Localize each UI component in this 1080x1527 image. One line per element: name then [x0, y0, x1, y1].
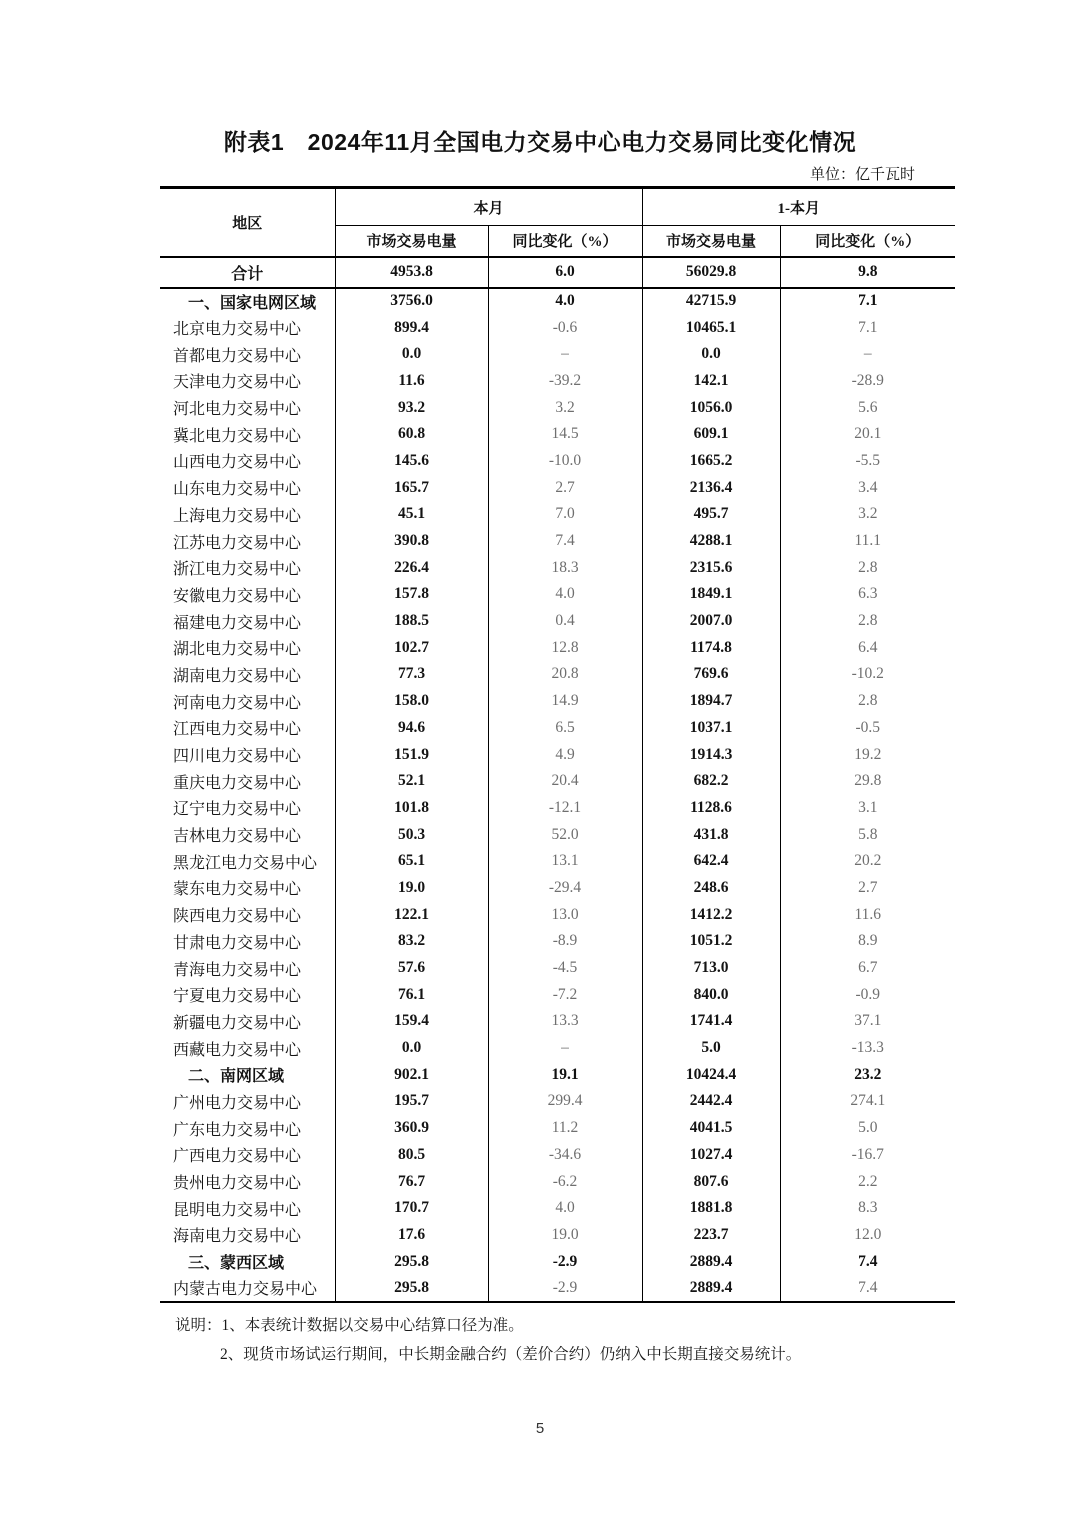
- volume-cell: 151.9: [335, 741, 488, 768]
- change-cell: –: [488, 1035, 642, 1062]
- table-row: [160, 634, 955, 661]
- change-cell: -10.0: [488, 448, 642, 475]
- volume-cell: 295.8: [335, 1248, 488, 1275]
- volume-cell: 609.1: [642, 421, 780, 448]
- table-notes: [160, 1315, 955, 1365]
- region-cell: 西藏电力交易中心: [173, 1041, 302, 1059]
- volume-cell: 11.6: [335, 368, 488, 395]
- volume-cell: 159.4: [335, 1008, 488, 1035]
- change-cell: 4.0: [488, 288, 642, 315]
- volume-cell: 0.0: [642, 341, 780, 368]
- volume-cell: 248.6: [642, 875, 780, 902]
- region-cell: 海南电力交易中心: [173, 1228, 302, 1246]
- volume-cell: 76.1: [335, 981, 488, 1008]
- volume-cell: 122.1: [335, 901, 488, 928]
- volume-cell: 158.0: [335, 688, 488, 715]
- section-row: [160, 1248, 955, 1275]
- change-cell: -13.3: [780, 1035, 955, 1062]
- change-cell: 29.8: [780, 768, 955, 795]
- change-cell: 3.4: [780, 474, 955, 501]
- volume-cell: 223.7: [642, 1222, 780, 1249]
- change-cell: -28.9: [780, 368, 955, 395]
- table-row: [160, 901, 955, 928]
- table-row: [160, 581, 955, 608]
- change-cell: 4.0: [488, 1195, 642, 1222]
- volume-cell: 1027.4: [642, 1142, 780, 1169]
- change-cell: 2.8: [780, 608, 955, 635]
- volume-cell: 60.8: [335, 421, 488, 448]
- region-cell: 广东电力交易中心: [173, 1121, 302, 1139]
- region-cell: 辽宁电力交易中心: [173, 801, 302, 819]
- table-row: [160, 848, 955, 875]
- volume-cell: 188.5: [335, 608, 488, 635]
- table-row: [160, 421, 955, 448]
- change-cell: -0.6: [488, 314, 642, 341]
- region-cell: 上海电力交易中心: [173, 507, 302, 525]
- change-cell: 2.7: [780, 875, 955, 902]
- unit-note: 单位：亿千瓦时: [809, 167, 915, 183]
- table-row: [160, 1222, 955, 1249]
- change-cell: 18.3: [488, 554, 642, 581]
- region-cell: 贵州电力交易中心: [173, 1175, 302, 1193]
- power-trading-table: [160, 186, 955, 1303]
- change-cell: 19.2: [780, 741, 955, 768]
- section-row: [160, 288, 955, 315]
- volume-cell: 157.8: [335, 581, 488, 608]
- region-cell: 四川电力交易中心: [173, 748, 302, 766]
- change-cell: 14.9: [488, 688, 642, 715]
- change-cell: -12.1: [488, 795, 642, 822]
- table-row: [160, 1115, 955, 1142]
- change-cell: 3.2: [780, 501, 955, 528]
- table-row: [160, 474, 955, 501]
- change-cell: 4.0: [488, 581, 642, 608]
- region-cell: 天津电力交易中心: [173, 374, 302, 392]
- change-cell: -7.2: [488, 981, 642, 1008]
- note-line-1: 说明：1、本表统计数据以交易中心结算口径为准。: [175, 1316, 524, 1334]
- region-cell: 一、国家电网区域: [188, 294, 317, 312]
- change-cell: 5.0: [780, 1115, 955, 1142]
- change-cell: -2.9: [488, 1275, 642, 1302]
- region-cell: 二、南网区域: [188, 1068, 285, 1086]
- region-cell: 首都电力交易中心: [173, 347, 302, 365]
- change-cell: -29.4: [488, 875, 642, 902]
- change-cell: 7.0: [488, 501, 642, 528]
- table-row: [160, 741, 955, 768]
- header-volume-this-month: 市场交易电量: [335, 226, 488, 257]
- region-cell: 山东电力交易中心: [173, 481, 302, 499]
- change-cell: –: [780, 341, 955, 368]
- change-cell: -6.2: [488, 1168, 642, 1195]
- change-cell: 7.4: [780, 1248, 955, 1275]
- volume-cell: 1894.7: [642, 688, 780, 715]
- volume-cell: 94.6: [335, 715, 488, 742]
- table-row: [160, 928, 955, 955]
- volume-cell: 93.2: [335, 394, 488, 421]
- change-cell: 6.0: [488, 257, 642, 288]
- volume-cell: 2889.4: [642, 1248, 780, 1275]
- change-cell: -4.5: [488, 955, 642, 982]
- volume-cell: 10424.4: [642, 1061, 780, 1088]
- volume-cell: 902.1: [335, 1061, 488, 1088]
- volume-cell: 52.1: [335, 768, 488, 795]
- change-cell: -39.2: [488, 368, 642, 395]
- volume-cell: 145.6: [335, 448, 488, 475]
- region-cell: 三、蒙西区域: [188, 1255, 285, 1273]
- change-cell: 12.0: [780, 1222, 955, 1249]
- region-cell: 合计: [160, 257, 335, 288]
- table-row: [160, 768, 955, 795]
- header-change-this-month: 同比变化（%）: [488, 226, 642, 257]
- volume-cell: 226.4: [335, 554, 488, 581]
- total-row: [160, 257, 955, 288]
- change-cell: 8.9: [780, 928, 955, 955]
- change-cell: 5.8: [780, 821, 955, 848]
- page-title: 附表1 2024年11月全国电力交易中心电力交易同比变化情况: [223, 129, 857, 155]
- table-row: [160, 1008, 955, 1035]
- volume-cell: 2315.6: [642, 554, 780, 581]
- change-cell: 52.0: [488, 821, 642, 848]
- change-cell: 2.7: [488, 474, 642, 501]
- note-line-2: 2、现货市场试运行期间，中长期金融合约（差价合约）仍纳入中长期直接交易统计。: [220, 1345, 802, 1363]
- volume-cell: 807.6: [642, 1168, 780, 1195]
- region-cell: 新疆电力交易中心: [173, 1014, 302, 1032]
- change-cell: 9.8: [780, 257, 955, 288]
- volume-cell: 50.3: [335, 821, 488, 848]
- change-cell: 7.1: [780, 288, 955, 315]
- table-header: [160, 188, 955, 257]
- volume-cell: 0.0: [335, 1035, 488, 1062]
- volume-cell: 495.7: [642, 501, 780, 528]
- volume-cell: 1914.3: [642, 741, 780, 768]
- table-row: [160, 688, 955, 715]
- volume-cell: 1174.8: [642, 634, 780, 661]
- change-cell: 37.1: [780, 1008, 955, 1035]
- volume-cell: 42715.9: [642, 288, 780, 315]
- volume-cell: 431.8: [642, 821, 780, 848]
- table-row: [160, 1142, 955, 1169]
- region-cell: 陕西电力交易中心: [173, 908, 302, 926]
- header-volume-ytd: 市场交易电量: [642, 226, 780, 257]
- table-row: [160, 821, 955, 848]
- header-group-row: [160, 188, 955, 226]
- change-cell: 2.8: [780, 554, 955, 581]
- region-cell: 冀北电力交易中心: [173, 427, 302, 445]
- change-cell: 7.4: [488, 528, 642, 555]
- header-ytd: 1-本月: [642, 188, 955, 226]
- volume-cell: 65.1: [335, 848, 488, 875]
- volume-cell: 390.8: [335, 528, 488, 555]
- change-cell: –: [488, 341, 642, 368]
- region-cell: 江西电力交易中心: [173, 721, 302, 739]
- volume-cell: 1412.2: [642, 901, 780, 928]
- region-cell: 安徽电力交易中心: [173, 587, 302, 605]
- volume-cell: 142.1: [642, 368, 780, 395]
- change-cell: -2.9: [488, 1248, 642, 1275]
- change-cell: 274.1: [780, 1088, 955, 1115]
- volume-cell: 170.7: [335, 1195, 488, 1222]
- volume-cell: 4288.1: [642, 528, 780, 555]
- volume-cell: 2136.4: [642, 474, 780, 501]
- region-cell: 吉林电力交易中心: [173, 828, 302, 846]
- change-cell: -8.9: [488, 928, 642, 955]
- volume-cell: 83.2: [335, 928, 488, 955]
- volume-cell: 713.0: [642, 955, 780, 982]
- region-cell: 河北电力交易中心: [173, 401, 302, 419]
- change-cell: 7.4: [780, 1275, 955, 1302]
- table-row: [160, 528, 955, 555]
- volume-cell: 165.7: [335, 474, 488, 501]
- table-row: [160, 955, 955, 982]
- region-cell: 北京电力交易中心: [173, 321, 302, 339]
- region-cell: 广西电力交易中心: [173, 1148, 302, 1166]
- volume-cell: 3756.0: [335, 288, 488, 315]
- volume-cell: 0.0: [335, 341, 488, 368]
- region-cell: 河南电力交易中心: [173, 694, 302, 712]
- change-cell: 299.4: [488, 1088, 642, 1115]
- region-cell: 重庆电力交易中心: [173, 774, 302, 792]
- change-cell: -5.5: [780, 448, 955, 475]
- table-row: [160, 341, 955, 368]
- volume-cell: 17.6: [335, 1222, 488, 1249]
- change-cell: 3.2: [488, 394, 642, 421]
- volume-cell: 899.4: [335, 314, 488, 341]
- header-region: 地区: [160, 188, 335, 257]
- change-cell: 19.0: [488, 1222, 642, 1249]
- content-area: [160, 164, 955, 1365]
- region-cell: 甘肃电力交易中心: [173, 934, 302, 952]
- change-cell: 13.1: [488, 848, 642, 875]
- region-cell: 福建电力交易中心: [173, 614, 302, 632]
- region-cell: 湖南电力交易中心: [173, 667, 302, 685]
- volume-cell: 10465.1: [642, 314, 780, 341]
- table-row: [160, 981, 955, 1008]
- volume-cell: 19.0: [335, 875, 488, 902]
- table-row: [160, 501, 955, 528]
- volume-cell: 1051.2: [642, 928, 780, 955]
- region-cell: 浙江电力交易中心: [173, 561, 302, 579]
- change-cell: 7.1: [780, 314, 955, 341]
- change-cell: 20.8: [488, 661, 642, 688]
- region-cell: 广州电力交易中心: [173, 1094, 302, 1112]
- volume-cell: 76.7: [335, 1168, 488, 1195]
- change-cell: 0.4: [488, 608, 642, 635]
- volume-cell: 1849.1: [642, 581, 780, 608]
- change-cell: -16.7: [780, 1142, 955, 1169]
- table-row: [160, 1275, 955, 1302]
- volume-cell: 642.4: [642, 848, 780, 875]
- volume-cell: 101.8: [335, 795, 488, 822]
- volume-cell: 2007.0: [642, 608, 780, 635]
- change-cell: 11.2: [488, 1115, 642, 1142]
- region-cell: 蒙东电力交易中心: [173, 881, 302, 899]
- change-cell: 23.2: [780, 1061, 955, 1088]
- change-cell: 2.8: [780, 688, 955, 715]
- table-row: [160, 608, 955, 635]
- section-row: [160, 1061, 955, 1088]
- change-cell: 13.0: [488, 901, 642, 928]
- change-cell: 11.6: [780, 901, 955, 928]
- volume-cell: 840.0: [642, 981, 780, 1008]
- table-row: [160, 875, 955, 902]
- volume-cell: 80.5: [335, 1142, 488, 1169]
- change-cell: 6.7: [780, 955, 955, 982]
- change-cell: 20.1: [780, 421, 955, 448]
- table-row: [160, 795, 955, 822]
- change-cell: 6.4: [780, 634, 955, 661]
- volume-cell: 1881.8: [642, 1195, 780, 1222]
- page-number: 5: [535, 1420, 545, 1437]
- volume-cell: 1665.2: [642, 448, 780, 475]
- change-cell: 4.9: [488, 741, 642, 768]
- table-body: [160, 257, 955, 1302]
- region-cell: 湖北电力交易中心: [173, 641, 302, 659]
- volume-cell: 295.8: [335, 1275, 488, 1302]
- change-cell: 5.6: [780, 394, 955, 421]
- volume-cell: 2889.4: [642, 1275, 780, 1302]
- volume-cell: 77.3: [335, 661, 488, 688]
- table-row: [160, 1168, 955, 1195]
- volume-cell: 5.0: [642, 1035, 780, 1062]
- table-row: [160, 661, 955, 688]
- change-cell: 8.3: [780, 1195, 955, 1222]
- volume-cell: 1128.6: [642, 795, 780, 822]
- volume-cell: 1037.1: [642, 715, 780, 742]
- table-row: [160, 1195, 955, 1222]
- change-cell: 3.1: [780, 795, 955, 822]
- volume-cell: 360.9: [335, 1115, 488, 1142]
- header-this-month: 本月: [335, 188, 642, 226]
- volume-cell: 102.7: [335, 634, 488, 661]
- change-cell: -34.6: [488, 1142, 642, 1169]
- volume-cell: 4041.5: [642, 1115, 780, 1142]
- volume-cell: 195.7: [335, 1088, 488, 1115]
- region-cell: 宁夏电力交易中心: [173, 988, 302, 1006]
- change-cell: 19.1: [488, 1061, 642, 1088]
- table-row: [160, 1088, 955, 1115]
- table-row: [160, 448, 955, 475]
- table-row: [160, 715, 955, 742]
- change-cell: -0.9: [780, 981, 955, 1008]
- volume-cell: 45.1: [335, 501, 488, 528]
- change-cell: -10.2: [780, 661, 955, 688]
- change-cell: 2.2: [780, 1168, 955, 1195]
- region-cell: 江苏电力交易中心: [173, 534, 302, 552]
- volume-cell: 1741.4: [642, 1008, 780, 1035]
- change-cell: 20.2: [780, 848, 955, 875]
- volume-cell: 57.6: [335, 955, 488, 982]
- header-change-ytd: 同比变化（%）: [780, 226, 955, 257]
- volume-cell: 769.6: [642, 661, 780, 688]
- change-cell: 12.8: [488, 634, 642, 661]
- volume-cell: 4953.8: [335, 257, 488, 288]
- change-cell: 6.5: [488, 715, 642, 742]
- change-cell: 11.1: [780, 528, 955, 555]
- volume-cell: 56029.8: [642, 257, 780, 288]
- volume-cell: 2442.4: [642, 1088, 780, 1115]
- change-cell: 13.3: [488, 1008, 642, 1035]
- region-cell: 昆明电力交易中心: [173, 1201, 302, 1219]
- table-row: [160, 394, 955, 421]
- region-cell: 黑龙江电力交易中心: [173, 854, 318, 872]
- table-row: [160, 314, 955, 341]
- region-cell: 青海电力交易中心: [173, 961, 302, 979]
- region-cell: 山西电力交易中心: [173, 454, 302, 472]
- region-cell: 内蒙古电力交易中心: [173, 1281, 318, 1299]
- table-row: [160, 1035, 955, 1062]
- change-cell: -0.5: [780, 715, 955, 742]
- table-row: [160, 368, 955, 395]
- change-cell: 14.5: [488, 421, 642, 448]
- volume-cell: 1056.0: [642, 394, 780, 421]
- table-row: [160, 554, 955, 581]
- volume-cell: 682.2: [642, 768, 780, 795]
- change-cell: 6.3: [780, 581, 955, 608]
- change-cell: 20.4: [488, 768, 642, 795]
